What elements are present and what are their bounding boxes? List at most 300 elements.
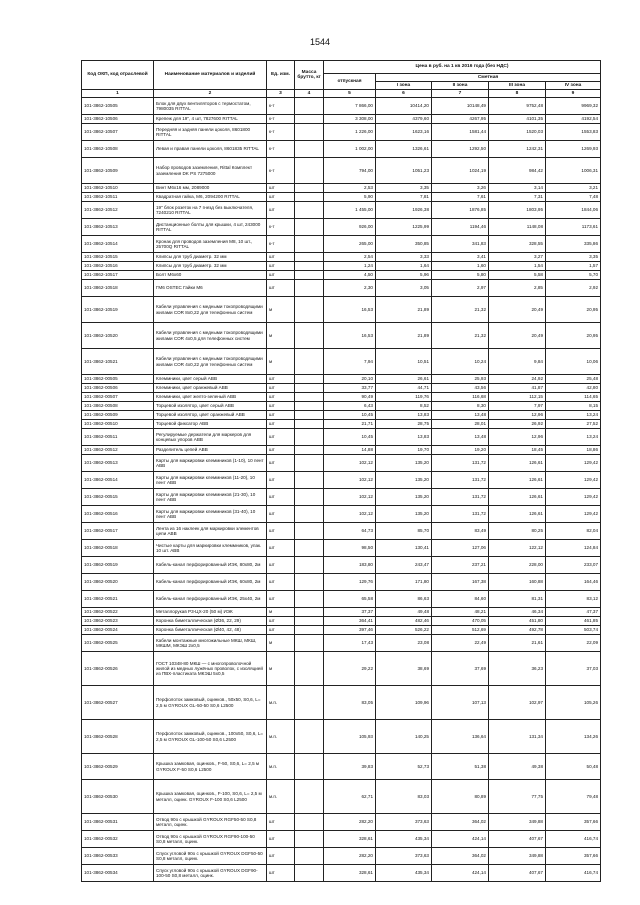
item-name: Торцевой изолятор, цвет оранжевый АВВ [154, 411, 267, 420]
item-name: Карты для маркировки клеммников (31-40), 10 пент АВВ [154, 506, 267, 523]
price-release: 90,49 [324, 393, 376, 402]
item-name: Блок для двух вентиляторов с термостатом, 7980035 RITTAL [154, 98, 267, 115]
price-zone-2: 22,49 [432, 635, 489, 652]
price-zone-2: 2,97 [432, 280, 489, 297]
table-row [82, 384, 601, 393]
price-release: 1 226,00 [324, 124, 376, 141]
price-zone-1: 140,25 [376, 720, 432, 754]
table-row [82, 591, 601, 608]
item-unit: м [267, 297, 295, 323]
item-name: Кабель-канал перфорированный ИЭК, 60х80, 2м [154, 574, 267, 591]
price-zone-4: 129,42 [546, 506, 601, 523]
item-name: Спуск угловой 90о с крышкой GYROUX DGF90-100-50 S0,8 металл, оцинк. [154, 865, 267, 882]
price-zone-4: 1269,93 [546, 141, 601, 158]
price-zone-2: 1581,44 [432, 124, 489, 141]
table-row [82, 626, 601, 635]
price-release: 1 455,00 [324, 202, 376, 219]
item-weight [295, 375, 324, 384]
column-number: 3 [267, 90, 295, 98]
price-zone-1: 1051,23 [376, 158, 432, 184]
price-release: 16,53 [324, 323, 376, 349]
item-name: Квадратная гайка, М6, 2094200 RITTAL [154, 193, 267, 202]
price-zone-4: 5,70 [546, 271, 601, 280]
table-row [82, 193, 601, 202]
price-zone-3: 131,34 [489, 720, 546, 754]
item-code: 101-3862-10505 [82, 98, 154, 115]
item-code: 101-3862-00522 [82, 608, 154, 617]
price-zone-3: 18,45 [489, 446, 546, 455]
price-zone-2: 131,72 [432, 506, 489, 523]
item-weight [295, 635, 324, 652]
column-number: 1 [82, 90, 154, 98]
item-name: Крышка замковая, оцинков., F-100, S0,6, L= 2,5 м металл, оцинк. GYROUX F-100 S0,6 L2500 [154, 780, 267, 814]
price-zone-3: 7,31 [489, 193, 546, 202]
item-code: 101-3862-10515 [82, 253, 154, 262]
price-zone-2: 131,72 [432, 455, 489, 472]
item-name: Винт М6х16 мм, 2089000 [154, 184, 267, 193]
item-code: 101-3862-10507 [82, 124, 154, 141]
price-release: 98,50 [324, 540, 376, 557]
item-unit: шт [267, 472, 295, 489]
price-zone-4: 27,52 [546, 420, 601, 429]
item-unit: м [267, 349, 295, 375]
item-code: 101-3862-00512 [82, 446, 154, 455]
item-weight [295, 686, 324, 720]
price-zone-3: 328,55 [489, 236, 546, 253]
item-code: 101-3862-10517 [82, 271, 154, 280]
item-unit: шт [267, 489, 295, 506]
table-row [82, 219, 601, 236]
item-unit: шт [267, 393, 295, 402]
price-zone-3: 126,61 [489, 472, 546, 489]
price-zone-4: 129,42 [546, 472, 601, 489]
price-zone-1: 1,64 [376, 262, 432, 271]
price-release: 397,46 [324, 626, 376, 635]
item-code: 101-3862-00529 [82, 754, 154, 780]
item-code: 101-3862-00513 [82, 455, 154, 472]
price-zone-4: 79,48 [546, 780, 601, 814]
item-name: Отвод 90о с крышкой GYROUX RGF50-50 S0,8 металл, оцинк. [154, 814, 267, 831]
item-unit: м.п. [267, 780, 295, 814]
price-zone-2: 1024,19 [432, 158, 489, 184]
price-zone-3: 81,31 [489, 591, 546, 608]
header-zone-1: I зона [376, 82, 432, 90]
item-name: Набор проводов заземления, Rittal Комплект заземления DK PS 7275000 [154, 158, 267, 184]
price-zone-2: 21,32 [432, 297, 489, 323]
price-release: 2,54 [324, 253, 376, 262]
price-zone-1: 135,20 [376, 455, 432, 472]
item-code: 101-3862-10513 [82, 219, 154, 236]
price-zone-1: 1623,16 [376, 124, 432, 141]
table-row [82, 506, 601, 523]
price-zone-3: 112,15 [489, 393, 546, 402]
item-weight [295, 411, 324, 420]
price-zone-4: 2,92 [546, 280, 601, 297]
item-name: Болт М6х60 [154, 271, 267, 280]
table-row [82, 124, 601, 141]
price-zone-4: 13,24 [546, 411, 601, 420]
price-release: 10,45 [324, 411, 376, 420]
price-zone-3: 20,49 [489, 323, 546, 349]
price-release: 10,45 [324, 429, 376, 446]
price-zone-4: 357,66 [546, 848, 601, 865]
column-number: 6 [376, 90, 432, 98]
price-zone-4: 37,03 [546, 652, 601, 686]
item-unit: м [267, 635, 295, 652]
price-zone-4: 82,04 [546, 523, 601, 540]
price-zone-4: 83,12 [546, 591, 601, 608]
item-name: Коронка биметаллическая (Ø40, 42, 48) [154, 626, 267, 635]
price-release: 1,24 [324, 262, 376, 271]
price-release: 102,12 [324, 506, 376, 523]
price-release: 17,43 [324, 635, 376, 652]
price-zone-2: 470,05 [432, 617, 489, 626]
price-zone-2: 83,49 [432, 523, 489, 540]
item-code: 101-3862-00508 [82, 402, 154, 411]
price-zone-1: 130,41 [376, 540, 432, 557]
price-release: 2,30 [324, 280, 376, 297]
item-code: 101-3862-00523 [82, 617, 154, 626]
price-release: 7,94 [324, 349, 376, 375]
price-zone-1: 435,34 [376, 865, 432, 882]
price-zone-3: 3,27 [489, 253, 546, 262]
price-zone-1: 13,83 [376, 429, 432, 446]
item-weight [295, 158, 324, 184]
price-zone-3: 80,25 [489, 523, 546, 540]
item-name: Кабели управления с медными токопроводящими жилами СОR 8х0,22 для телефонных систем [154, 297, 267, 323]
price-zone-1: 135,20 [376, 489, 432, 506]
price-release: 282,20 [324, 848, 376, 865]
item-weight [295, 402, 324, 411]
price-zone-1: 8,52 [376, 402, 432, 411]
price-release: 105,93 [324, 720, 376, 754]
item-unit: м.п. [267, 754, 295, 780]
item-unit: шт [267, 411, 295, 420]
price-zone-4: 47,37 [546, 608, 601, 617]
item-weight [295, 236, 324, 253]
item-unit: шт [267, 184, 295, 193]
price-release: 265,00 [324, 236, 376, 253]
price-release: 102,12 [324, 472, 376, 489]
item-name: Регулируемые держатели для маркеров для концевых упоров АВВ [154, 429, 267, 446]
table-row [82, 557, 601, 574]
item-weight [295, 98, 324, 115]
header-code: Код ОКП, код отраслевой [82, 61, 154, 90]
item-code: 101-3862-10518 [82, 280, 154, 297]
price-zone-3: 49,38 [489, 754, 546, 780]
price-zone-1: 26,61 [376, 375, 432, 384]
price-release: 65,58 [324, 591, 376, 608]
price-zone-2: 364,02 [432, 814, 489, 831]
item-unit: к-т [267, 219, 295, 236]
price-zone-1: 3,35 [376, 184, 432, 193]
price-zone-1: 350,85 [376, 236, 432, 253]
item-name: Карты для маркировки клеммников (21-30), 10 пент АВВ [154, 489, 267, 506]
price-zone-3: 407,67 [489, 865, 546, 882]
table-row [82, 780, 601, 814]
item-weight [295, 253, 324, 262]
item-name: Кронак для проводов заземления М8, 10 шт., 25700Q RITTAL [154, 236, 267, 253]
item-code: 101-3862-00515 [82, 489, 154, 506]
price-zone-2: 10,24 [432, 349, 489, 375]
item-unit: м [267, 608, 295, 617]
price-zone-1: 23,08 [376, 635, 432, 652]
item-weight [295, 124, 324, 141]
item-code: 101-3862-00530 [82, 780, 154, 814]
item-name: Кабели монтажные многожильные МКШ, МКШ, МКШМ, МКЭШ 2х0,5 [154, 635, 267, 652]
item-unit: шт [267, 848, 295, 865]
item-name: Кабель-канал перфорированный ИЭК, 80х80, 2м [154, 557, 267, 574]
item-name: Торцевой фиксатор АВВ [154, 420, 267, 429]
price-zone-2: 25,93 [432, 375, 489, 384]
item-weight [295, 280, 324, 297]
price-zone-3: 36,23 [489, 652, 546, 686]
price-zone-1: 52,73 [376, 754, 432, 780]
item-weight [295, 323, 324, 349]
price-zone-1: 1926,38 [376, 202, 432, 219]
price-zone-2: 13,48 [432, 411, 489, 420]
price-zone-4: 129,42 [546, 489, 601, 506]
item-weight [295, 608, 324, 617]
price-zone-2: 84,60 [432, 591, 489, 608]
price-zone-1: 135,20 [376, 472, 432, 489]
item-unit: шт [267, 626, 295, 635]
price-zone-4: 461,85 [546, 617, 601, 626]
item-weight [295, 652, 324, 686]
item-unit: к-т [267, 115, 295, 124]
item-unit: шт [267, 420, 295, 429]
item-name: Кабели управления с медными токопроводящими жилами СОR 4х0,22 для телефонных систем [154, 349, 267, 375]
item-weight [295, 523, 324, 540]
table-row [82, 754, 601, 780]
table-body [82, 98, 601, 882]
price-zone-2: 131,72 [432, 472, 489, 489]
item-name: Левая и правая панели цоколя, 8601835 RITTAL [154, 141, 267, 158]
table-row [82, 349, 601, 375]
price-zone-4: 7,48 [546, 193, 601, 202]
table-row [82, 115, 601, 124]
item-weight [295, 429, 324, 446]
item-code: 101-3862-00534 [82, 865, 154, 882]
item-name: Торцевой изолятор, цвет серый АВВ [154, 402, 267, 411]
item-weight [295, 219, 324, 236]
price-zone-1: 49,48 [376, 608, 432, 617]
item-weight [295, 141, 324, 158]
price-zone-3: 4101,35 [489, 115, 546, 124]
price-zone-1: 3,33 [376, 253, 432, 262]
table-row [82, 848, 601, 865]
price-release: 6,43 [324, 402, 376, 411]
price-zone-4: 3,21 [546, 184, 601, 193]
item-name: Клипсы для труб диаметр. 32 мм [154, 262, 267, 271]
item-name: Дистанционные болты для крышки, 4 шт, 243000 RITTAL [154, 219, 267, 236]
item-unit: шт [267, 455, 295, 472]
column-number: 2 [154, 90, 267, 98]
price-release: 37,37 [324, 608, 376, 617]
item-unit: шт [267, 280, 295, 297]
column-number: 8 [489, 90, 546, 98]
price-release: 129,76 [324, 574, 376, 591]
table-row [82, 652, 601, 686]
price-zone-2: 116,68 [432, 393, 489, 402]
price-zone-1: 482,46 [376, 617, 432, 626]
table-row [82, 420, 601, 429]
price-zone-4: 3,35 [546, 253, 601, 262]
price-zone-3: 1242,31 [489, 141, 546, 158]
price-zone-4: 10,06 [546, 349, 601, 375]
item-code: 101-3862-10510 [82, 184, 154, 193]
price-zone-2: 13,48 [432, 429, 489, 446]
price-zone-4: 20,95 [546, 323, 601, 349]
price-release: 3 308,00 [324, 115, 376, 124]
price-zone-3: 3,14 [489, 184, 546, 193]
price-zone-2: 5,80 [432, 271, 489, 280]
item-unit: шт [267, 271, 295, 280]
item-code: 101-3862-00520 [82, 574, 154, 591]
price-zone-4: 134,26 [546, 720, 601, 754]
table-row [82, 393, 601, 402]
table-row [82, 472, 601, 489]
item-unit: шт [267, 557, 295, 574]
header-estimate-price: Сметная [376, 74, 601, 82]
price-zone-1: 19,70 [376, 446, 432, 455]
price-zone-2: 3,41 [432, 253, 489, 262]
price-release: 328,61 [324, 865, 376, 882]
price-zone-3: 228,00 [489, 557, 546, 574]
item-name: Клеммники, цвет серый АВВ [154, 375, 267, 384]
item-code: 101-3862-00521 [82, 591, 154, 608]
item-unit: к-т [267, 124, 295, 141]
price-zone-4: 105,26 [546, 686, 601, 720]
price-zone-4: 129,42 [546, 455, 601, 472]
item-unit: шт [267, 446, 295, 455]
price-release: 364,41 [324, 617, 376, 626]
price-release: 7 866,00 [324, 98, 376, 115]
item-code: 101-3862-00506 [82, 384, 154, 393]
price-release: 4,50 [324, 271, 376, 280]
item-name: Клеммники, цвет желто-зеленый АВВ [154, 393, 267, 402]
price-zone-2: 80,89 [432, 780, 489, 814]
item-code: 101-3862-10519 [82, 297, 154, 323]
price-zone-3: 349,88 [489, 848, 546, 865]
item-unit: шт [267, 865, 295, 882]
item-unit: шт [267, 375, 295, 384]
item-name: Разделитель цепей АВВ [154, 446, 267, 455]
price-release: 29,22 [324, 652, 376, 686]
price-zone-3: 126,61 [489, 489, 546, 506]
table-row [82, 814, 601, 831]
item-weight [295, 506, 324, 523]
price-zone-1: 109,96 [376, 686, 432, 720]
item-weight [295, 472, 324, 489]
item-unit: шт [267, 574, 295, 591]
price-zone-1: 435,34 [376, 831, 432, 848]
item-weight [295, 557, 324, 574]
price-zone-4: 416,74 [546, 865, 601, 882]
item-name: Карты для маркировки клеммников (11-20), 10 пент АВВ [154, 472, 267, 489]
table-row [82, 831, 601, 848]
price-zone-4: 22,09 [546, 635, 601, 652]
price-zone-2: 424,14 [432, 831, 489, 848]
price-zone-2: 131,72 [432, 489, 489, 506]
table-row [82, 323, 601, 349]
table-row [82, 686, 601, 720]
price-zone-1: 86,63 [376, 591, 432, 608]
table-row [82, 98, 601, 115]
item-name: Карты для маркировки клеммников (1-10), 10 пент АВВ [154, 455, 267, 472]
item-name: Лента из 16 наклеек для маркировки элементов цепи АВВ [154, 523, 267, 540]
price-zone-1: 21,89 [376, 323, 432, 349]
price-zone-1: 7,81 [376, 193, 432, 202]
price-zone-2: 127,06 [432, 540, 489, 557]
item-name: 19" блок розеток на 7 гнезд без выключателя, 7240210 RITTAL [154, 202, 267, 219]
price-zone-2: 19,20 [432, 446, 489, 455]
price-zone-3: 41,87 [489, 384, 546, 393]
item-weight [295, 831, 324, 848]
item-name: Клипсы для труб диаметр. 32 мм [154, 253, 267, 262]
page-number: 1544 [309, 37, 331, 47]
price-zone-2: 4267,95 [432, 115, 489, 124]
price-table [81, 60, 601, 882]
table-row [82, 184, 601, 193]
price-zone-3: 1520,03 [489, 124, 546, 141]
price-zone-3: 9,84 [489, 349, 546, 375]
price-release: 16,53 [324, 297, 376, 323]
price-zone-4: 18,86 [546, 446, 601, 455]
price-release: 62,71 [324, 780, 376, 814]
price-release: 328,61 [324, 831, 376, 848]
price-zone-2: 7,61 [432, 193, 489, 202]
table-row [82, 375, 601, 384]
header-unit: Ед. изм. [267, 61, 295, 90]
price-zone-3: 7,97 [489, 402, 546, 411]
price-release: 183,80 [324, 557, 376, 574]
price-zone-2: 51,38 [432, 754, 489, 780]
price-zone-3: 2,85 [489, 280, 546, 297]
price-zone-4: 164,46 [546, 574, 601, 591]
item-unit: м [267, 652, 295, 686]
item-code: 101-3862-00505 [82, 375, 154, 384]
item-weight [295, 754, 324, 780]
price-zone-2: 424,14 [432, 865, 489, 882]
table-header [82, 61, 601, 98]
price-zone-3: 984,42 [489, 158, 546, 184]
item-unit: шт [267, 384, 295, 393]
table-row [82, 455, 601, 472]
item-code: 101-3862-00507 [82, 393, 154, 402]
price-zone-3: 5,58 [489, 271, 546, 280]
price-zone-4: 25,48 [546, 375, 601, 384]
table-row [82, 262, 601, 271]
price-zone-2: 3,26 [432, 184, 489, 193]
item-name: ГМ6 OSTEC Гайки М6 [154, 280, 267, 297]
price-zone-2: 364,02 [432, 848, 489, 865]
table-row [82, 411, 601, 420]
price-zone-4: 8,15 [546, 402, 601, 411]
price-zone-3: 1803,95 [489, 202, 546, 219]
price-zone-2: 10148,49 [432, 98, 489, 115]
column-number: 9 [546, 90, 601, 98]
table-row [82, 865, 601, 882]
price-zone-2: 167,38 [432, 574, 489, 591]
header-weight: Масса брутто, кг [295, 61, 324, 90]
price-zone-1: 373,63 [376, 814, 432, 831]
item-code: 101-3862-10516 [82, 262, 154, 271]
item-weight [295, 455, 324, 472]
item-unit: шт [267, 193, 295, 202]
item-code: 101-3862-00517 [82, 523, 154, 540]
price-zone-4: 9969,32 [546, 98, 601, 115]
